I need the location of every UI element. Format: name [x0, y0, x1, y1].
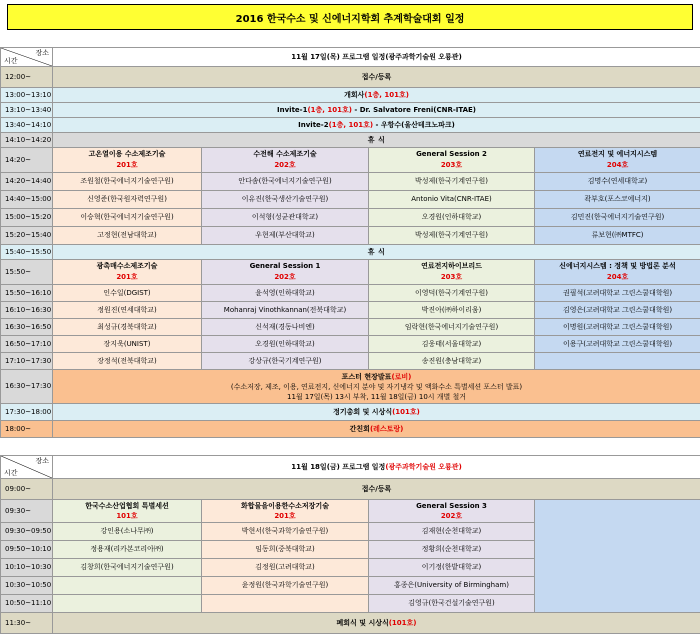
speaker-cell: 김영규(한국건설기술연구원) — [369, 595, 535, 613]
speaker-cell: 오경원(인하대학교) — [369, 209, 535, 227]
invite1-label: Invite-1 — [277, 106, 307, 114]
track-name: 수전해 수소제조기술 — [203, 149, 367, 160]
table-row — [1, 336, 700, 353]
speaker-cell: 김재현(순천대학교) — [369, 523, 535, 541]
day2-title-cell — [53, 456, 700, 479]
time-cell: 14:20~14:40 — [1, 173, 53, 191]
time-cell: 17:30~18:00 — [1, 404, 53, 421]
track-room: 202호 — [203, 160, 367, 171]
day1-title-cell — [53, 48, 700, 67]
time-cell: 10:30~10:50 — [1, 577, 53, 595]
speaker-cell: 장지욱(UNIST) — [53, 336, 202, 353]
speaker-cell: 김정원(고려대학교) — [202, 559, 369, 577]
speaker-cell: 송진원(충남대학교) — [369, 353, 535, 370]
general-meeting-label: 정기총회 및 시상식 — [333, 408, 392, 416]
track-header — [53, 500, 202, 523]
day2-title: 11월 18일(금) 프로그램 일정 — [291, 463, 385, 471]
speaker-cell: 신영준(한국원자력연구원) — [53, 191, 202, 209]
time-cell: 12:00~ — [1, 67, 53, 88]
track-header — [535, 260, 700, 285]
time-cell: 09:30~09:50 — [1, 523, 53, 541]
table-row — [1, 285, 700, 302]
track-room: 204호 — [536, 272, 699, 283]
table-row — [1, 302, 700, 319]
break-cell: 휴 식 — [53, 133, 700, 148]
table-row — [1, 353, 700, 370]
invite1-cell — [53, 103, 700, 118]
day1-invite1-row — [1, 103, 700, 118]
speaker-cell: 김명수(연세대학교) — [535, 173, 700, 191]
track-header — [202, 148, 369, 173]
speaker-cell: 최성규(경북대학교) — [53, 319, 202, 336]
speaker-cell: 윤정원(한국과학기술연구원) — [202, 577, 369, 595]
invite2-cell — [53, 118, 700, 133]
day2-schedule-table — [0, 455, 700, 634]
track-name: 연료전지하이브리드 — [370, 261, 533, 272]
speaker-cell: 박진아(㈜하이리움) — [369, 302, 535, 319]
time-cell: 13:10~13:40 — [1, 103, 53, 118]
closing-cell — [53, 613, 700, 634]
track-room: 202호 — [203, 272, 367, 283]
speaker-cell — [53, 595, 202, 613]
track-name: General Session 3 — [370, 501, 533, 511]
day1-break2-row — [1, 245, 700, 260]
speaker-cell: 박성제(한국기계연구원) — [369, 227, 535, 245]
time-cell: 11:30~ — [1, 613, 53, 634]
time-cell: 16:50~17:10 — [1, 336, 53, 353]
opening-label: 개회사 — [344, 91, 364, 99]
speaker-cell: 류보현(㈜MTFC) — [535, 227, 700, 245]
poster-schedule: 11월 17일(목) 13시 부착, 11월 18일(금) 10시 개별 철거 — [54, 392, 699, 402]
track-name: 신에너지시스템 : 정책 및 방법론 분석 — [536, 261, 699, 272]
speaker-cell: 윤석영(인하대학교) — [202, 285, 369, 302]
general-meeting-room: (101호) — [392, 408, 420, 416]
day1-schedule-table — [0, 47, 700, 438]
speaker-cell: 김영은(고려대학교 그린스쿨대학원) — [535, 302, 700, 319]
dinner-room: (레스토랑) — [370, 425, 403, 433]
dinner-label: 간친회 — [350, 425, 370, 433]
opening-room: (1층, 101호) — [364, 91, 409, 99]
track-room: 203호 — [370, 160, 533, 171]
speaker-cell: 박성제(한국기계연구원) — [369, 173, 535, 191]
invite2-speaker: - 우항수(울산테크노파크) — [373, 121, 455, 129]
speaker-cell: Mohanraj Vinothkannan(전북대학교) — [202, 302, 369, 319]
day1-session1-header-row — [1, 148, 700, 173]
track-room: 201호 — [54, 272, 200, 283]
track-room: 204호 — [536, 160, 699, 171]
speaker-cell: 정용재(리카본코리아㈜) — [53, 541, 202, 559]
speaker-cell — [53, 577, 202, 595]
invite2-label: Invite-2 — [298, 121, 328, 129]
empty-column — [535, 500, 700, 613]
speaker-cell: 김웅태(서울대학교) — [369, 336, 535, 353]
track-header — [369, 148, 535, 173]
table-row — [1, 319, 700, 336]
speaker-cell: 신석재(경동나비엔) — [202, 319, 369, 336]
invite2-room: (1층, 101호) — [329, 121, 374, 129]
time-cell: 16:30~16:50 — [1, 319, 53, 336]
day1-break1-row — [1, 133, 700, 148]
opening-cell — [53, 88, 700, 103]
speaker-cell: 이기정(한밭대학교) — [369, 559, 535, 577]
speaker-cell — [202, 595, 369, 613]
time-cell: 16:30~17:30 — [1, 370, 53, 404]
time-cell: 14:10~14:20 — [1, 133, 53, 148]
speaker-cell: 우현제(부산대학교) — [202, 227, 369, 245]
day1-invite2-row — [1, 118, 700, 133]
track-room: 201호 — [54, 160, 200, 171]
speaker-cell: 이승혁(한국에너지기술연구원) — [53, 209, 202, 227]
invite1-speaker: - Dr. Salvatore Freni(CNR-ITAE) — [352, 106, 476, 114]
track-name: 고온열이용 수소제조기술 — [54, 149, 200, 160]
speaker-cell: 강인용(소나무㈜) — [53, 523, 202, 541]
speaker-cell: 오경원(인하대학교) — [202, 336, 369, 353]
time-cell: 14:20~ — [1, 148, 53, 173]
registration-cell: 접수/등록 — [53, 67, 700, 88]
header-time-label: 시간 — [4, 57, 18, 65]
header-room-label: 장소 — [35, 457, 49, 465]
speaker-cell: 안다솜(한국에너지기술연구원) — [202, 173, 369, 191]
time-cell: 09:00~ — [1, 479, 53, 500]
speaker-cell: Antonio Vita(CNR-ITAE) — [369, 191, 535, 209]
table-row — [1, 173, 700, 191]
track-room: 202호 — [370, 511, 533, 521]
day2-venue: (광주과학기술원 오룡관) — [385, 463, 461, 471]
table-row — [1, 209, 700, 227]
track-header — [202, 500, 369, 523]
time-cell: 18:00~ — [1, 421, 53, 438]
table-row — [1, 227, 700, 245]
track-room: 101호 — [54, 511, 200, 521]
header-room-label: 장소 — [35, 49, 49, 57]
time-cell: 15:40~15:50 — [1, 245, 53, 260]
day1-session2-header-row — [1, 260, 700, 285]
speaker-cell: 이석형(성균관대학교) — [202, 209, 369, 227]
time-cell: 13:40~14:10 — [1, 118, 53, 133]
day1-poster-row — [1, 370, 700, 404]
track-header — [369, 260, 535, 285]
speaker-cell: 이유진(한국생산기술연구원) — [202, 191, 369, 209]
speaker-cell: 박현서(한국과학기술연구원) — [202, 523, 369, 541]
closing-room: (101호) — [389, 619, 417, 627]
header-corner-cell — [1, 48, 53, 67]
page-title: 2016 한국수소 및 신에너지학회 추계학술대회 일정 — [7, 4, 693, 30]
speaker-cell: 정황희(순천대학교) — [369, 541, 535, 559]
track-name: 연료전지 및 에너지시스템 — [536, 149, 699, 160]
speaker-cell: 이명원(고려대학교 그린스쿨대학원) — [535, 319, 700, 336]
time-cell: 17:10~17:30 — [1, 353, 53, 370]
time-cell: 15:50~ — [1, 260, 53, 285]
day1-dinner-row — [1, 421, 700, 438]
speaker-cell: 정원진(연세대학교) — [53, 302, 202, 319]
poster-cell — [53, 370, 700, 404]
header-corner-cell — [1, 456, 53, 479]
speaker-cell: 인수일(DGIST) — [53, 285, 202, 302]
day2-session-header-row — [1, 500, 700, 523]
speaker-cell: 홍종은(University of Birmingham) — [369, 577, 535, 595]
track-name: 광촉매수소제조기술 — [54, 261, 200, 272]
track-header — [53, 260, 202, 285]
speaker-cell: 임동희(중북대학교) — [202, 541, 369, 559]
speaker-cell: 곽부호(포스코에너지) — [535, 191, 700, 209]
speaker-cell: 이영덕(한국기계연구원) — [369, 285, 535, 302]
header-time-label: 시간 — [4, 469, 18, 477]
speaker-cell: 조원철(한국에너지기술연구원) — [53, 173, 202, 191]
invite1-room: (1층, 101호) — [307, 106, 352, 114]
break-cell: 휴 식 — [53, 245, 700, 260]
day1-venue: (광주과학기술원 오룡관) — [385, 53, 461, 61]
poster-title: 포스터 현장발표 — [342, 373, 392, 381]
track-name: General Session 2 — [370, 149, 533, 160]
speaker-cell: 고정현(전남대학교) — [53, 227, 202, 245]
track-name: 화합물을이용한수소저장기술 — [203, 501, 367, 511]
speaker-cell: 강상규(한국기계연구원) — [202, 353, 369, 370]
time-cell: 10:10~10:30 — [1, 559, 53, 577]
time-cell: 14:40~15:00 — [1, 191, 53, 209]
general-meeting-cell — [53, 404, 700, 421]
speaker-cell: 권필석(고려대학교 그린스쿨대학원) — [535, 285, 700, 302]
time-cell: 09:30~ — [1, 500, 53, 523]
track-header — [202, 260, 369, 285]
table-row — [1, 191, 700, 209]
track-header — [369, 500, 535, 523]
time-cell: 15:20~15:40 — [1, 227, 53, 245]
track-header — [53, 148, 202, 173]
day2-registration-row — [1, 479, 700, 500]
poster-desc: (수소저장, 제조, 이용, 연료전지, 신에너지 분야 및 자기냉각 및 액화수소 특별세션 포스터 발표) — [54, 382, 699, 392]
track-name: 한국수소산업협회 특별세션 — [54, 501, 200, 511]
speaker-cell: 이용구(고려대학교 그린스쿨대학원) — [535, 336, 700, 353]
time-cell: 13:00~13:10 — [1, 88, 53, 103]
closing-label: 폐회식 및 시상식 — [337, 619, 389, 627]
speaker-cell: 김창희(한국에너지기술연구원) — [53, 559, 202, 577]
speaker-cell: 김민진(한국에너지기술연구원) — [535, 209, 700, 227]
day1-registration-row — [1, 67, 700, 88]
track-header — [535, 148, 700, 173]
speaker-cell: 임락현(한국에너지기술연구원) — [369, 319, 535, 336]
time-cell: 09:50~10:10 — [1, 541, 53, 559]
time-cell: 15:00~15:20 — [1, 209, 53, 227]
day1-general-row — [1, 404, 700, 421]
dinner-cell — [53, 421, 700, 438]
time-cell: 16:10~16:30 — [1, 302, 53, 319]
track-room: 201호 — [203, 511, 367, 521]
track-name: General Session 1 — [203, 261, 367, 272]
day1-title: 11월 17일(목) 프로그램 일정 — [291, 53, 385, 61]
track-room: 203호 — [370, 272, 533, 283]
poster-room: (로비) — [391, 373, 411, 381]
time-cell: 15:50~16:10 — [1, 285, 53, 302]
day2-closing-row — [1, 613, 700, 634]
registration-cell: 접수/등록 — [53, 479, 700, 500]
speaker-cell — [535, 353, 700, 370]
time-cell: 10:50~11:10 — [1, 595, 53, 613]
speaker-cell: 장정석(전북대학교) — [53, 353, 202, 370]
day1-opening-row — [1, 88, 700, 103]
